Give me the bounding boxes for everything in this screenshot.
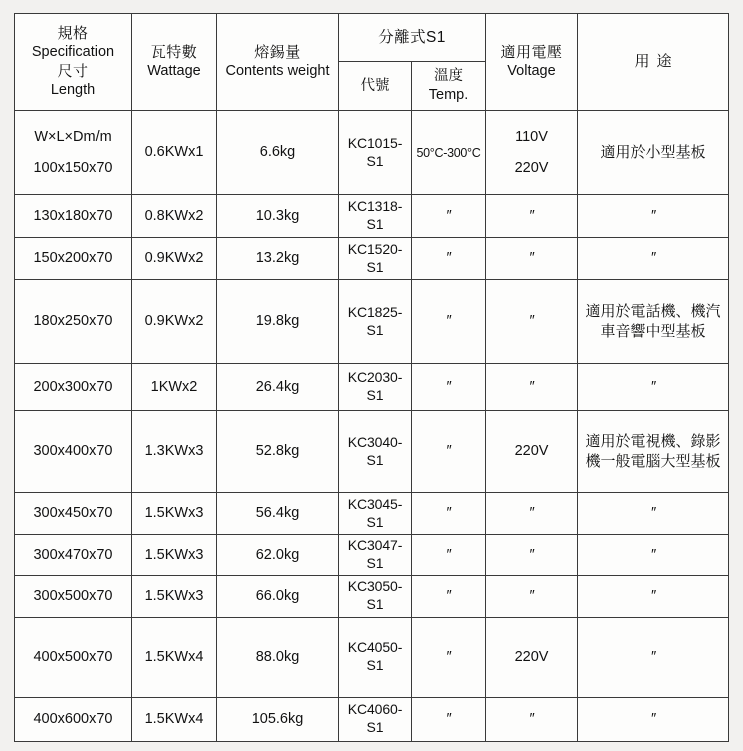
cell-contents-weight: 88.0kg: [217, 617, 339, 697]
cell-temperature: ″: [412, 195, 486, 238]
cell-code: KC3045-S1: [339, 493, 412, 535]
cell-voltage: ″: [486, 697, 578, 741]
table-row: [15, 697, 729, 741]
header-temperature-cn: 溫度: [434, 68, 463, 85]
cell-wattage: 1KWx2: [132, 364, 217, 411]
header-specification: [15, 14, 132, 111]
use-line-1: 適用於小型基板: [600, 143, 706, 161]
header-temperature-en: Temp.: [428, 87, 469, 103]
cell-use: ″: [578, 575, 729, 617]
cell-temperature: ″: [412, 238, 486, 280]
table-row: [15, 111, 729, 195]
cell-contents-weight: 13.2kg: [217, 238, 339, 280]
cell-use: ″: [578, 535, 729, 576]
cell-wattage: 0.6KWx1: [132, 111, 217, 195]
cell-use: ″: [578, 697, 729, 741]
cell-wattage: 1.5KWx3: [132, 575, 217, 617]
header-row-1: [15, 14, 729, 62]
cell-voltage: ″: [486, 195, 578, 238]
cell-voltage: ″: [486, 364, 578, 411]
cell-contents-weight: 26.4kg: [217, 364, 339, 411]
header-contents-weight-en: Contents weight: [225, 63, 330, 80]
use-line-1: 適用於電視機、錄影: [585, 433, 721, 451]
table-row: [15, 535, 729, 576]
cell-contents-weight: 19.8kg: [217, 280, 339, 364]
cell-temperature: ″: [412, 493, 486, 535]
cell-contents-weight: 6.6kg: [217, 111, 339, 195]
header-specification-cn-2: 尺寸: [57, 63, 89, 80]
cell-specification: 130x180x70: [15, 195, 132, 238]
cell-voltage: [486, 111, 578, 195]
cell-code: KC2030-S1: [339, 364, 412, 411]
cell-contents-weight: 105.6kg: [217, 697, 339, 741]
cell-voltage: ″: [486, 575, 578, 617]
cell-use: ″: [578, 238, 729, 280]
header-code: [339, 62, 412, 111]
header-separate-type-group: 分離式S1: [339, 14, 486, 62]
header-voltage: [486, 14, 578, 111]
cell-use: ″: [578, 195, 729, 238]
cell-contents-weight: 10.3kg: [217, 195, 339, 238]
cell-code: KC1318-S1: [339, 195, 412, 238]
cell-use: [578, 411, 729, 493]
cell-use: ″: [578, 364, 729, 411]
cell-wattage: 1.3KWx3: [132, 411, 217, 493]
cell-code: KC3047-S1: [339, 535, 412, 576]
header-specification-en-2: Length: [50, 82, 96, 99]
cell-code: KC1825-S1: [339, 280, 412, 364]
voltage-line-1: 110V: [515, 128, 548, 145]
cell-contents-weight: 52.8kg: [217, 411, 339, 493]
cell-specification: 300x400x70: [15, 411, 132, 493]
table-body: [15, 111, 729, 742]
cell-specification: 300x500x70: [15, 575, 132, 617]
header-use: [578, 14, 729, 111]
cell-contents-weight: 66.0kg: [217, 575, 339, 617]
table-header: [15, 14, 729, 111]
cell-temperature: 50°C-300°C: [412, 111, 486, 195]
header-wattage-cn: 瓦特數: [150, 44, 198, 62]
header-use-cn: 用途: [634, 53, 679, 71]
spec-line-2: 100x150x70: [33, 159, 113, 176]
cell-temperature: ″: [412, 697, 486, 741]
cell-specification: 300x450x70: [15, 493, 132, 535]
cell-specification: 300x470x70: [15, 535, 132, 576]
header-temperature: [412, 62, 486, 111]
cell-temperature: ″: [412, 411, 486, 493]
header-contents-weight: [217, 14, 339, 111]
cell-specification: 400x600x70: [15, 697, 132, 741]
cell-voltage: 220V: [486, 411, 578, 493]
header-contents-weight-cn: 熔錫量: [254, 44, 301, 62]
cell-voltage: ″: [486, 493, 578, 535]
voltage-line-2: 220V: [514, 159, 549, 176]
cell-code: KC1520-S1: [339, 238, 412, 280]
cell-voltage: ″: [486, 238, 578, 280]
cell-specification: [15, 111, 132, 195]
cell-use: [578, 111, 729, 195]
cell-temperature: ″: [412, 575, 486, 617]
specification-table-container: [14, 13, 728, 736]
cell-code: KC4050-S1: [339, 617, 412, 697]
cell-voltage: ″: [486, 535, 578, 576]
table-row: [15, 195, 729, 238]
cell-contents-weight: 62.0kg: [217, 535, 339, 576]
cell-use: [578, 280, 729, 364]
cell-temperature: ″: [412, 280, 486, 364]
cell-specification: 150x200x70: [15, 238, 132, 280]
cell-wattage: 0.9KWx2: [132, 238, 217, 280]
header-specification-cn-1: 規格: [57, 25, 89, 43]
cell-specification: 200x300x70: [15, 364, 132, 411]
header-code-cn: 代號: [360, 77, 390, 94]
table-row: [15, 364, 729, 411]
cell-temperature: ″: [412, 535, 486, 576]
header-voltage-cn: 適用電壓: [500, 44, 563, 62]
spec-line-1: W×L×Dm/m: [34, 128, 112, 145]
cell-wattage: 0.9KWx2: [132, 280, 217, 364]
cell-wattage: 1.5KWx3: [132, 493, 217, 535]
cell-voltage: ″: [486, 280, 578, 364]
cell-contents-weight: 56.4kg: [217, 493, 339, 535]
cell-specification: 180x250x70: [15, 280, 132, 364]
cell-use: ″: [578, 617, 729, 697]
cell-voltage: 220V: [486, 617, 578, 697]
specification-table: [14, 13, 729, 742]
cell-code: KC3050-S1: [339, 575, 412, 617]
use-line-2: 機一般電腦大型基板: [585, 452, 721, 470]
cell-temperature: ″: [412, 364, 486, 411]
cell-specification: 400x500x70: [15, 617, 132, 697]
table-row: [15, 493, 729, 535]
cell-wattage: 0.8KWx2: [132, 195, 217, 238]
header-voltage-en: Voltage: [507, 63, 556, 80]
header-wattage-en: Wattage: [147, 63, 201, 80]
table-row: [15, 575, 729, 617]
cell-wattage: 1.5KWx4: [132, 697, 217, 741]
table-row: [15, 280, 729, 364]
header-wattage: [132, 14, 217, 111]
header-specification-en-1: Specification: [31, 44, 115, 61]
cell-use: ″: [578, 493, 729, 535]
cell-temperature: ″: [412, 617, 486, 697]
cell-code: KC4060-S1: [339, 697, 412, 741]
use-line-2: 車音響中型基板: [600, 322, 706, 340]
cell-wattage: 1.5KWx3: [132, 535, 217, 576]
table-row: [15, 617, 729, 697]
cell-wattage: 1.5KWx4: [132, 617, 217, 697]
cell-code: KC1015-S1: [339, 111, 412, 195]
cell-code: KC3040-S1: [339, 411, 412, 493]
table-row: [15, 411, 729, 493]
table-row: [15, 238, 729, 280]
use-line-1: 適用於電話機、機汽: [585, 303, 721, 321]
